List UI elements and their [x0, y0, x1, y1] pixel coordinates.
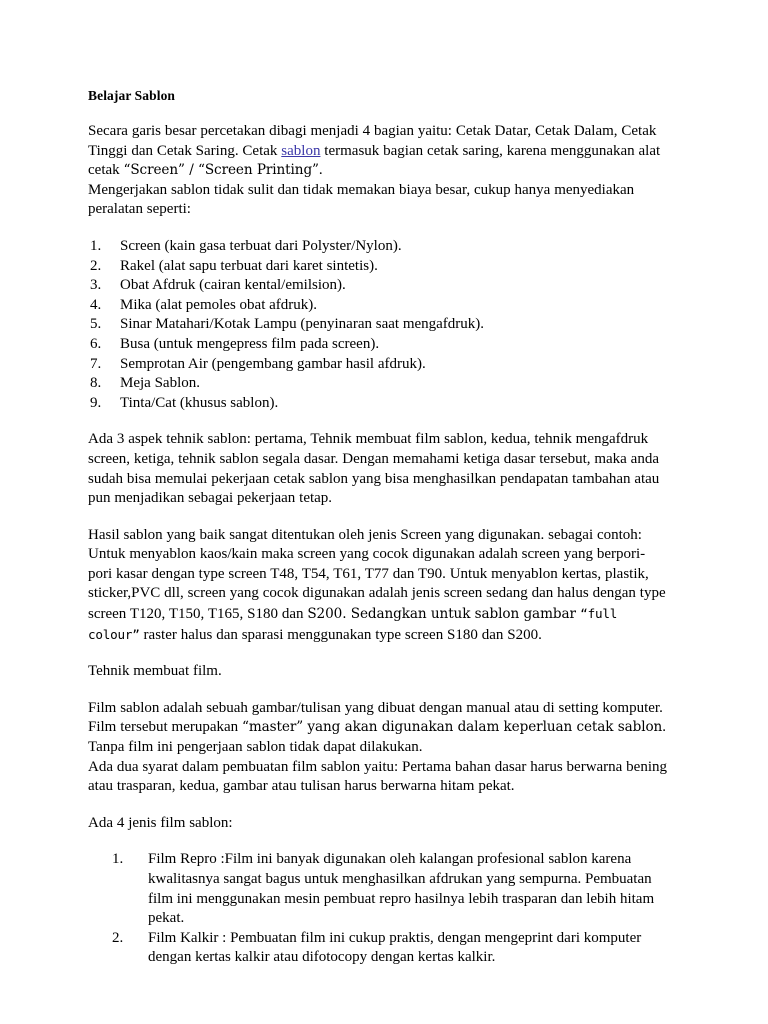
screen-type-alt-run: S200. Sedangkan untuk sablon gambar [307, 606, 581, 623]
list-item-label: Busa (untuk mengepress film pada screen). [120, 335, 380, 352]
list-item [112, 850, 668, 928]
list-item-label: Obat Afdruk (cairan kental/emilsion). [120, 277, 346, 294]
list-item-label: Rakel (alat sapu terbuat dari karet sintetis). [120, 257, 378, 274]
jenis-film-heading: Ada 4 jenis film sablon: [88, 814, 233, 831]
list-item-number: 2. [90, 257, 102, 274]
document-body [88, 88, 668, 968]
film-definition-alt-run: “master” yang akan digunakan dalam keperluan cetak sablon [242, 719, 663, 736]
intro-screen-printing-run: “Screen” / “Screen Printing” [123, 162, 319, 179]
list-item [112, 929, 668, 968]
intro-line2-text: Mengerjakan sablon tidak sulit dan tidak memakan biaya besar, cukup hanya menyediakan peralatan seperti: [88, 181, 635, 218]
list-item-number: 1. [112, 851, 124, 868]
list-item [88, 315, 668, 335]
list-item-number: 6. [90, 335, 102, 352]
tehnik-membuat-film-heading: Tehnik membuat film. [88, 663, 222, 680]
list-item [88, 355, 668, 375]
film-types-list [112, 850, 668, 968]
list-item-label: Film Repro :Film ini banyak digunakan oleh kalangan profesional sablon karena kwalitasnya sangat bagus untuk menghasilkan afdrukan yang sempurna. Pembuatan film ini menggunakan mesin pembuat repro hasilnya lebih trasparan dan lebih hitam pekat. [148, 851, 655, 927]
page-title: Belajar Sablon [88, 88, 176, 103]
list-item-number: 1. [90, 237, 102, 254]
screen-type-paragraph [88, 526, 668, 646]
intro-text-part1: Secara garis besar percetakan dibagi menjadi 4 bagian yaitu: Cetak Datar, Cetak Dalam, Cetak Tinggi dan Cetak Saring. Cetak [88, 123, 657, 159]
list-item-number: 5. [90, 316, 102, 333]
list-item-number: 2. [112, 929, 124, 946]
list-item [88, 296, 668, 316]
full-colour-run: “full colour” [88, 606, 618, 642]
list-item-number: 7. [90, 355, 102, 372]
equipment-list [88, 237, 668, 413]
list-item [88, 394, 668, 414]
list-item-label: Sinar Matahari/Kotak Lampu (penyinaran saat mengafdruk). [120, 316, 485, 333]
list-item [88, 276, 668, 296]
list-item-number: 4. [90, 296, 102, 313]
aspek-paragraph: Ada 3 aspek tehnik sablon: pertama, Tehnik membuat film sablon, kedua, tehnik mengafdruk screen, ketiga, tehnik sablon segala dasar. Dengan memahami ketiga dasar tersebut, maka anda sudah bisa memulai pekerjaan cetak sablon yang bisa menghasilkan pendapatan tambahan atau pun menjadikan sebagai pekerjaan tetap. [88, 431, 660, 507]
list-item-label: Screen (kain gasa terbuat dari Polyster/Nylon). [120, 237, 402, 254]
list-item-label: Film Kalkir : Pembuatan film ini cukup praktis, dengan mengeprint dari komputer dengan kertas kalkir atau difotocopy dengan kertas kalkir. [148, 929, 642, 966]
film-requirements-paragraph: Ada dua syarat dalam pembuatan film sablon yaitu: Pertama bahan dasar harus berwarna bening atau trasparan, kedua, gambar atau tulisan harus berwarna hitam pekat. [88, 758, 668, 795]
list-item-label: Mika (alat pemoles obat afdruk). [120, 296, 318, 313]
screen-type-part2: raster halus dan sparasi menggunakan type screen S180 dan S200. [139, 626, 542, 643]
intro-paragraph [88, 122, 668, 181]
film-definition-paragraph [88, 699, 668, 758]
intro-text-part4: . [318, 162, 323, 179]
film-definition-part1: Film sablon adalah sebuah gambar/tulisan yang dibuat dengan manual atau di setting komputer. Film tersebut merupakan [88, 699, 663, 736]
list-item-number: 8. [90, 375, 102, 392]
list-item [88, 237, 668, 257]
list-item-label: Semprotan Air (pengembang gambar hasil afdruk). [120, 355, 426, 372]
list-item-label: Tinta/Cat (khusus sablon). [120, 394, 279, 411]
intro-paragraph-line2 [88, 181, 668, 220]
list-item [88, 335, 668, 355]
screen-type-part1: Hasil sablon yang baik sangat ditentukan oleh jenis Screen yang digunakan. sebagai contoh: Untuk menyablon kaos/kain maka screen yang cocok digunakan adalah screen yang berpori-pori kasar dengan type screen T48, T54, T61, T77 dan T90. Untuk menyablon kertas, plastik, sticker,PVC dll, screen yang cocok digunakan adalah jenis screen sedang dan halus dengan type screen T120, T150, T165, S180 dan [88, 526, 666, 623]
list-item-label: Meja Sablon. [120, 375, 200, 392]
list-item-number: 3. [90, 277, 102, 294]
list-item [88, 257, 668, 277]
sablon-link[interactable]: sablon [281, 142, 321, 159]
intro-text-part2: termasuk bagian cetak saring, karena menggunakan alat cetak [88, 142, 661, 179]
list-item [88, 374, 668, 394]
list-item-number: 9. [90, 394, 102, 411]
film-definition-part2: . Tanpa film ini pengerjaan sablon tidak dapat dilakukan. [88, 719, 666, 756]
